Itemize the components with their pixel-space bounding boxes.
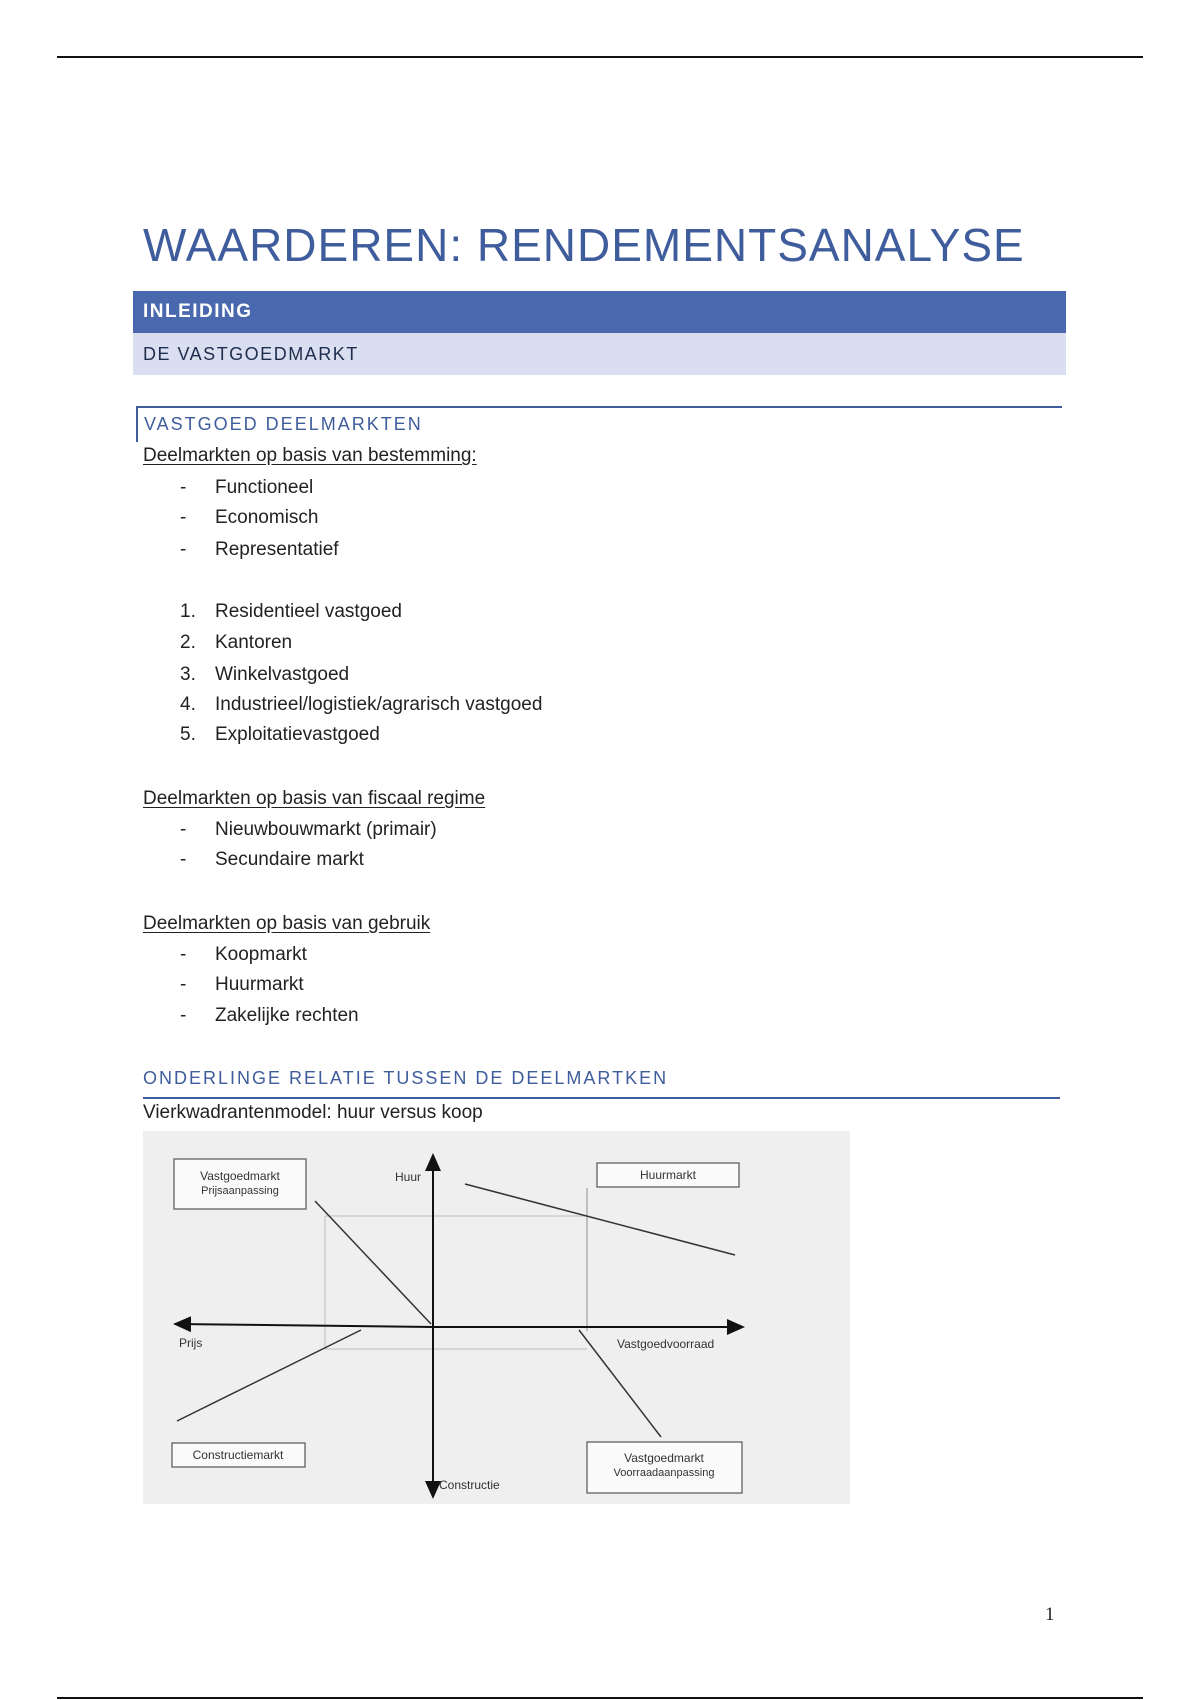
bullet-mark: -: [180, 974, 187, 995]
numbered-item-text: Winkelvastgoed: [215, 664, 350, 685]
box-line: Prijsaanpassing: [201, 1185, 279, 1197]
list-item-text: Economisch: [215, 507, 319, 528]
page-title: WAARDEREN: RENDEMENTSANALYSE: [143, 219, 1025, 271]
heading-inleiding: [133, 291, 1066, 333]
section-heading-deelmarkten-label: VASTGOED DEELMARKTEN: [144, 414, 423, 434]
box-huurmarkt: [597, 1163, 739, 1187]
header-rule: [57, 56, 1143, 58]
axis-horizontal-left: [175, 1324, 433, 1327]
list-number: 4.: [180, 694, 196, 715]
list-item-text: Koopmarkt: [215, 944, 307, 965]
axis-label-huur: Huur: [395, 1170, 422, 1184]
bullet-mark: -: [180, 539, 187, 560]
four-quadrant-diagram: [143, 1131, 850, 1504]
list-item-text: Representatief: [215, 539, 339, 560]
bullet-mark: -: [180, 507, 187, 528]
diagram-intro: Vierkwadrantenmodel: huur versus koop: [143, 1102, 483, 1123]
numbered-item-text: Kantoren: [215, 632, 293, 653]
subheading-bestemming: Deelmarkten op basis van bestemming:: [143, 445, 477, 466]
curve-huurmarkt: [465, 1184, 735, 1255]
footer-rule: [57, 1697, 1143, 1699]
list-item-text: Secundaire markt: [215, 849, 364, 870]
bullet-mark: -: [180, 944, 187, 965]
list-number: 2.: [180, 632, 196, 653]
box-line: Constructiemarkt: [192, 1448, 284, 1462]
guide-lines: [325, 1188, 587, 1349]
page-number: 1: [1045, 1604, 1055, 1625]
box-vastgoedmarkt-prijsaanpassing: [174, 1159, 306, 1209]
section-heading-rule: [143, 1097, 1060, 1099]
subheading-gebruik: Deelmarkten op basis van gebruik: [143, 913, 431, 934]
box-constructiemarkt: [172, 1443, 305, 1467]
numbered-item-text: Exploitatievastgoed: [215, 724, 380, 745]
numbered-item-text: Industrieel/logistiek/agrarisch vastgoed: [215, 694, 543, 715]
bullet-mark: -: [180, 819, 187, 840]
list-number: 3.: [180, 664, 196, 685]
bullet-mark: -: [180, 849, 187, 870]
list-item-text: Huurmarkt: [215, 974, 304, 995]
section-heading-deelmarkten: [136, 406, 1062, 442]
subheading-fiscaal: Deelmarkten op basis van fiscaal regime: [143, 788, 486, 809]
bullet-mark: -: [180, 477, 187, 498]
heading-inleiding-label: INLEIDING: [143, 301, 253, 322]
axis-label-prijs: Prijs: [179, 1336, 203, 1350]
curve-prijsaanpassing: [315, 1201, 431, 1324]
heading-vastgoedmarkt-label: DE VASTGOEDMARKT: [143, 344, 359, 364]
section-heading-relatie: ONDERLINGE RELATIE TUSSEN DE DEELMARTKEN: [143, 1068, 669, 1088]
list-number: 5.: [180, 724, 196, 745]
box-vastgoedmarkt-voorraadaanpassing: [587, 1442, 742, 1493]
list-item-text: Nieuwbouwmarkt (primair): [215, 819, 437, 840]
heading-vastgoedmarkt: [133, 333, 1066, 375]
curve-constructiemarkt: [177, 1330, 361, 1421]
axis-label-vastgoedvoorraad: Vastgoedvoorraad: [617, 1337, 715, 1351]
list-number: 1.: [180, 601, 196, 622]
box-line: Vastgoedmarkt: [624, 1451, 704, 1465]
list-item-text: Functioneel: [215, 477, 314, 498]
list-item-text: Zakelijke rechten: [215, 1005, 359, 1026]
axis-label-constructie: Constructie: [439, 1478, 500, 1492]
box-line: Vastgoedmarkt: [200, 1169, 280, 1183]
box-line: Voorraadaanpassing: [613, 1467, 715, 1479]
box-line: Huurmarkt: [639, 1168, 697, 1182]
bullet-mark: -: [180, 1005, 187, 1026]
numbered-item-text: Residentieel vastgoed: [215, 601, 402, 622]
